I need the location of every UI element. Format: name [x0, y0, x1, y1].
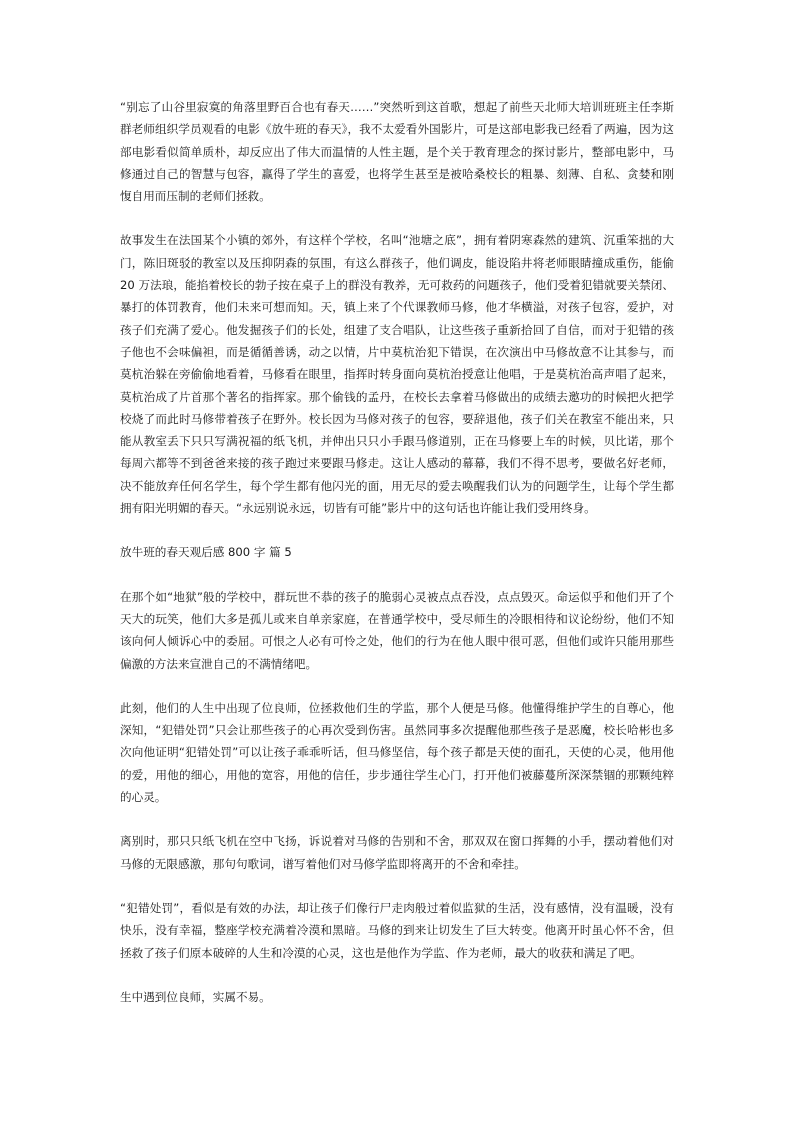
paragraph-story-summary: 故事发生在法国某个小镇的郊外，有这样个学校，名叫“池塘之底”，拥有着阴寒森然的建筑、沉重笨拙的大门，陈旧斑驳的教室以及压抑阴森的氛围，有这么群孩子，他们调皮，能设陷井将老师眼睛撞成重伤，能偷 20 万法琅，能掐着校长的勃子按在桌子上的群没有教养，无可救药的问题孩子，他们受着犯错就要关禁闭、暴打的体罚教育，他们未来可想而知。天，镇上来了个代课教师马修，他才华横溢，对孩子包容，爱护，对孩子们充满了爱心。他发掘孩子们的长处，组建了支合唱队，让这些孩子重新拾回了自信，而对于犯错的孩子他也不会味偏袒，而是循循善诱，动之以情，片中莫杭治犯下错误，在次演出中马修故意不让其参与，而莫杭治躲在旁偷偷地看着，马修看在眼里，指挥时转身面向莫杭治授意让他唱，于是莫杭治高声唱了起来，莫杭治成了片首那个著名的指挥家。那个偷钱的孟丹，在校长去拿着马修做出的成绩去邀功的时候把火把学校烧了而此时马修带着孩子在野外。校长因为马修对孩子的包容，要辞退他，孩子们关在教室不能出来，只能从教室丢下只只写满祝福的纸飞机，并伸出只只小手跟马修道别，正在马修要上车的时候，贝比诺，那个每周六都等不到爸爸来接的孩子跑过来要跟马修走。这让人感动的幕幕，我们不得不思考，要做名好老师，决不能放弃任何名学生，每个学生都有他闪光的面，用无尽的爱去唤醒我们认为的问题学生，让每个学生都拥有阳光明媚的春天。“永远别说永远，切皆有可能”影片中的这句话也许能让我们受用终身。: [120, 233, 674, 516]
section-heading: 放牛班的春天观后感 800 字 篇 5: [120, 545, 292, 560]
paragraph-hell-school: 在那个如“地狱”般的学校中，群玩世不恭的孩子的脆弱心灵被点点吞没，点点毁灭。命运似乎和他们开了个天大的玩笑，他们大多是孤儿或来自单亲家庭，在普通学校中，受尽师生的冷眼相待和议论纷纷，他们不知该向何人倾诉心中的委屈。可恨之人必有可怜之处，他们的行为在他人眼中很可恶，但他们或许只能用那些偏激的方法来宣泄自己的不满情绪吧。: [120, 589, 674, 671]
document-body: [120, 96, 674, 1030]
paragraph-conclusion: 生中遇到位良师，实属不易。: [120, 989, 271, 1004]
paragraph-good-teacher: 此刻，他们的人生中出现了位良师，位拯救他们生的学监，那个人便是马修。他懂得维护学生的自尊心，他深知，“犯错处罚”只会让那些孩子的心再次受到伤害。虽然同事多次提醒他那些孩子是恶魔，校长哈彬也多次向他证明“犯错处罚”可以让孩子乖乖听话，但马修坚信，每个孩子都是天使的面孔，天使的心灵，他用他的爱，用他的细心，用他的宽容，用他的信任，步步通往学生心门，打开他们被藤蔓所深深禁锢的那颗纯粹的心灵。: [120, 700, 674, 805]
paragraph-punishment: “犯错处罚”，看似是有效的办法，却让孩子们像行尸走肉般过着似监狱的生活，没有感情，没有温暖，没有快乐，没有幸福，整座学校充满着冷漠和黑暗。马修的到来让切发生了巨大转变。他离开时虽心怀不舍，但拯救了孩子们原本破碎的人生和冷漠的心灵，这也是他作为学监、作为老师，最大的收获和满足了吧。: [120, 900, 674, 960]
paragraph-song-intro: “别忘了山谷里寂寞的角落里野百合也有春天……”突然听到这首歌，想起了前些天北师大培训班班主任李斯群老师组织学员观看的电影《放牛班的春天》，我不太爱看外国影片，可是这部电影我已经看了两遍，因为这部电影看似简单质朴，却反应出了伟大而温情的人性主题，是个关于教育理念的探讨影片，整部电影中，马修通过自己的智慧与包容，赢得了学生的喜爱，也将学生甚至是被哈桑校长的粗暴、刻薄、自私、贪婪和刚愎自用而压制的老师们拯救。: [120, 100, 674, 204]
paragraph-farewell: 离别时，那只只纸飞机在空中飞扬，诉说着对马修的告别和不舍，那双双在窗口挥舞的小手，摆动着他们对马修的无限感激，那句句歌词，谱写着他们对马修学监即将离开的不舍和牵挂。: [120, 834, 674, 871]
